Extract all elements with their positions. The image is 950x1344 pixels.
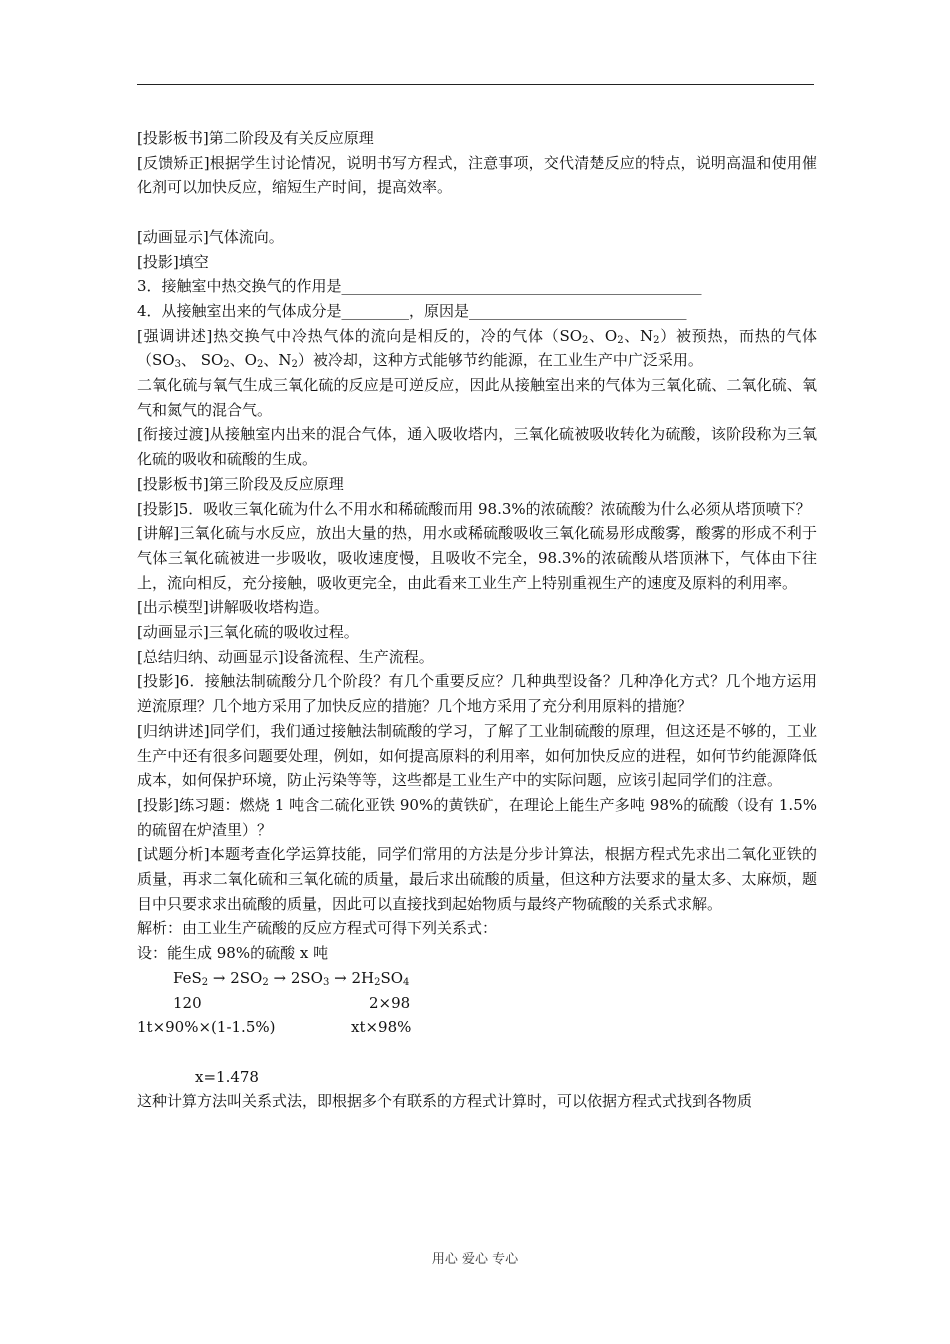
h2so4-mass: 2×98 [369,993,411,1012]
blank-line [137,200,817,225]
equation-text: $FeS_2 \to 2SO_2 \to 2SO_3 \to 2H_2SO_4$ [173,968,410,988]
blank-line [137,1040,817,1065]
paragraph: [动画显示]三氧化硫的吸收过程。 [137,623,359,642]
feS2-mass: 120 [173,993,202,1012]
paragraph: [投影板书]第三阶段及反应原理 [137,474,344,493]
molar-mass-row [137,991,817,1016]
paragraph: [试题分析]本题考查化学运算技能，同学们常用的方法是分步计算法，根据方程式先求出二氧化亚铁的质量，再求二氧化硫和三氧化硫的质量，最后求出硫酸的质量，但这种方法要求的量太多、太麻烦，题目中只要求求出硫酸的质量，因此可以直接找到起始物质与最终产物硫酸的关系式求解。 [137,845,817,913]
paragraph: [总结归纳、动画显示]设备流程、生产流程。 [137,647,434,666]
paragraph: [讲解]三氧化硫与水反应，放出大量的热，用水或稀硫酸吸收三氧化硫易形成酸雾，酸雾的形成不利于气体三氧化硫被进一步吸收，吸收速度慢，且吸收不完全，98.3%的浓硫酸从塔顶淋下，气体由下往上，流向相反，充分接触，吸收更完全，由此看来工业生产上特别重视生产的速度及原料的利用率。 [137,524,817,592]
paragraph: 二氧化硫与氧气生成三氧化硫的反应是可逆反应，因此从接触室出来的气体为三氧化硫、二氧化硫、氧气和氮气的混合气。 [137,376,817,419]
paragraph: 这种计算方法叫关系式法，即根据多个有联系的方程式计算时，可以依据方程式式找到各物质 [137,1092,753,1111]
paragraph: [投影板书]第二阶段及有关反应原理 [137,129,374,147]
paragraph: [衔接过渡]从接触室内出来的混合气体，通入吸收塔内，三氧化硫被吸收转化为硫酸，该阶段称为三氧化硫的吸收和硫酸的生成。 [137,425,817,469]
header-rule [137,84,814,85]
question-5: [投影]5．吸收三氧化硫为什么不用水和稀硫酸而用 98.3%的浓硫酸？浓硫酸为什么必须从塔顶喷下？ [137,499,811,518]
result-row [137,1065,817,1090]
quantity-row [137,1015,817,1040]
document-body [137,126,817,1114]
paragraph-gas-flow: [强调讲述]热交换气中冷热气体的流向是相反的，冷的气体（$SO_2$、$O_2$、$N_2$）被预热，而热的气体（$SO_3$、 $SO_2$、$O_2$、$N_2$）被冷却，这种方式能够节约能源，在工业生产中广泛采用。 [137,326,817,371]
page-footer: 用心 爱心 专心 [431,1252,519,1267]
paragraph: [反馈矫正]根据学生讨论情况，说明书写方程式，注意事项，交代清楚反应的特点，说明高温和使用催化剂可以加快反应，缩短生产时间，提高效率。 [137,153,817,197]
paragraph: [归纳讲述]同学们，我们通过接触法制硫酸的学习，了解了工业制硫酸的原理，但这还是不够的，工业生产中还有很多问题要处理，例如，如何提高原料的利用率，如何加快反应的进程，如何节约能源降低成本，如何保护环境，防止污染等等，这些都是工业生产中的实际问题，应该引起同学们的注意。 [137,721,817,790]
question-4: 4．从接触室出来的气体成分是_________，原因是_____________________________ [137,301,687,320]
result: x=1.478 [195,1067,259,1086]
paragraph: [动画显示]气体流向。 [137,227,284,246]
relation-equation [137,966,817,991]
question-3: 3．接触室中热交换气的作用是________________________________________________ [137,277,702,296]
paragraph: 解析：由工业生产硫酸的反应方程式可得下列关系式： [137,919,498,938]
paragraph: 设：能生成 98%的硫酸 x 吨 [137,944,329,963]
paragraph: [投影]填空 [137,252,209,271]
question-6: [投影]6．接触法制硫酸分几个阶段？有几个重要反应？几种典型设备？几种净化方式？几个地方运用逆流原理？几个地方采用了加快反应的措施？几个地方采用了充分利用原料的措施？ [137,672,817,716]
feS2-quantity: 1t×90%×(1-1.5%) [137,1018,276,1037]
exercise: [投影]练习题：燃烧 1 吨含二硫化亚铁 90%的黄铁矿，在理论上能生产多吨 98%的硫酸（设有 1.5%的硫留在炉渣里）？ [137,795,817,839]
paragraph: [出示模型]讲解吸收塔构造。 [137,598,329,617]
h2so4-quantity: xt×98% [351,1018,412,1037]
